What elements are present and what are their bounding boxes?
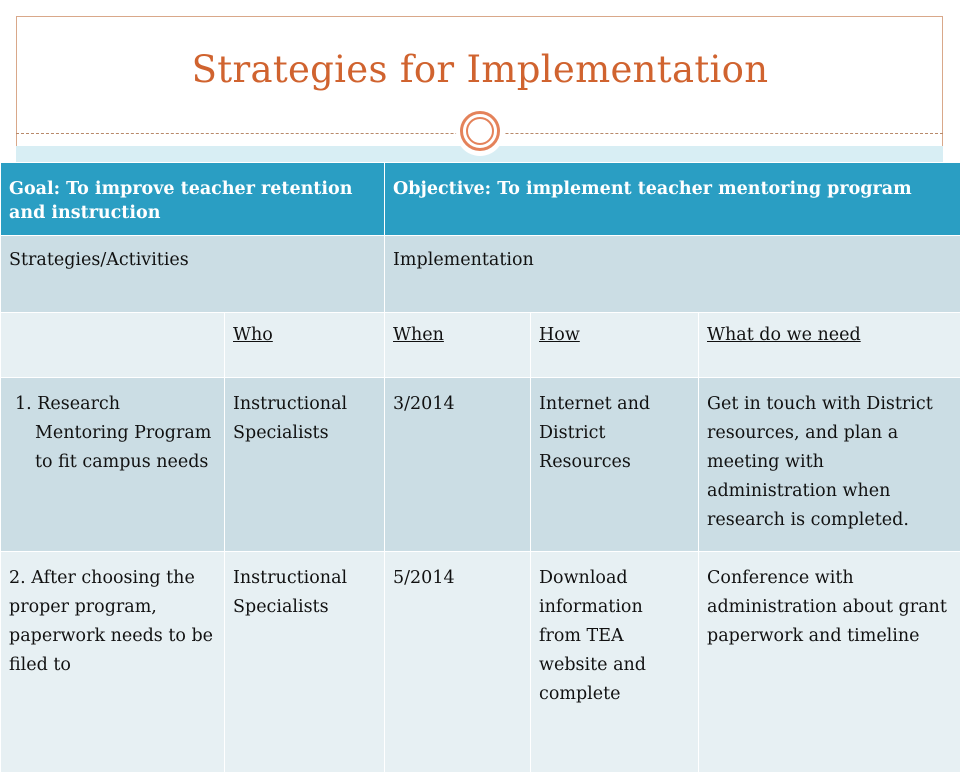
column-header-row (1, 313, 960, 378)
strategy-cell: 2. After choosing the proper program, paperwork needs to be filed to (1, 552, 225, 773)
need-cell: Get in touch with District resources, and plan a meeting with administration when research is completed. (699, 378, 960, 552)
circle-ornament-icon (460, 111, 500, 151)
slide-title: Strategies for Implementation (0, 48, 960, 91)
who-header: Who (225, 313, 385, 378)
table-row (1, 552, 960, 773)
implementation-table (0, 162, 960, 773)
when-cell: 5/2014 (385, 552, 531, 773)
strategies-header-cell: Strategies/Activities (1, 236, 385, 313)
objective-cell: Objective: To implement teacher mentoring program (385, 163, 960, 236)
how-cell: Internet and District Resources (531, 378, 699, 552)
implementation-header-cell: Implementation (385, 236, 960, 313)
when-header: When (385, 313, 531, 378)
goal-cell: Goal: To improve teacher retention and instruction (1, 163, 385, 236)
how-cell: Download information from TEA website and complete (531, 552, 699, 773)
who-cell: Instructional Specialists (225, 378, 385, 552)
strategy-text: 1. Research Mentoring Program to fit campus needs (9, 390, 216, 477)
table-row (1, 378, 960, 552)
table-subheader-row (1, 236, 960, 313)
how-header: How (531, 313, 699, 378)
strategy-cell (1, 378, 225, 552)
who-cell: Instructional Specialists (225, 552, 385, 773)
empty-cell (1, 313, 225, 378)
when-cell: 3/2014 (385, 378, 531, 552)
need-header: What do we need (699, 313, 960, 378)
need-cell: Conference with administration about grant paperwork and timeline (699, 552, 960, 773)
table-header-row (1, 163, 960, 236)
